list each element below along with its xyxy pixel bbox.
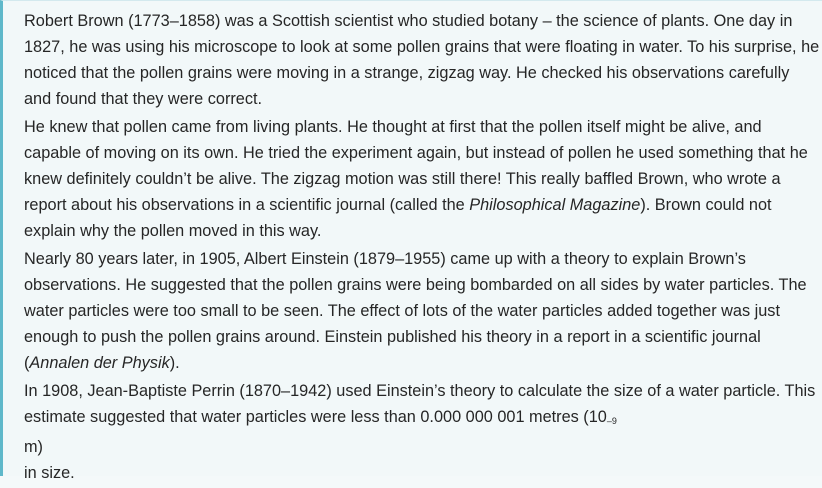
paragraph-brown [24, 8, 820, 112]
journal-title-annalen-der-physik: Annalen der Physik [29, 354, 170, 372]
paragraph-perrin [24, 378, 820, 486]
paragraph-brown-text: Robert Brown (1773–1858) was a Scottish scientist who studied botany – the science of plants. One day in 1827, he was using his microscope to look at some pollen grains that were floating in water. To his surprise, he noticed that the pollen grains were moving in a strange, zigzag way. He checked his observations carefully and found that they were correct. [24, 12, 820, 108]
paragraph-einstein [24, 246, 820, 376]
journal-title-philosophical-magazine: Philosophical Magazine [469, 196, 641, 214]
paragraph-baffled-text-2: ). Brown could not explain why the pollen moved in this way. [24, 196, 772, 240]
paragraph-baffled-text-1: He knew that pollen came from living plants. He thought at first that the pollen itself might be alive, and capable of moving on its own. He tried the experiment again, but instead of pollen he used something that he knew definitely couldn’t be alive. The zigzag motion was still there! This really baffled Brown, who wrote a report about his observations in a scientific journal (called the [24, 118, 808, 214]
exponent-subscript: –9 [606, 416, 617, 426]
paragraph-einstein-text-1: Nearly 80 years later, in 1905, Albert Einstein (1879–1955) came up with a theory to explain Brown’s observations. He suggested that the pollen grains were being bombarded on all sides by water particles. The water particles were too small to be seen. The effect of lots of the water particles added together was just enough to push the pollen grains around. Einstein published his theory in a report in a scientific journal ( [24, 250, 807, 372]
paragraph-perrin-line-main [24, 378, 820, 434]
paragraph-baffled [24, 114, 820, 244]
article-text [24, 8, 820, 488]
paragraph-perrin-text: In 1908, Jean-Baptiste Perrin (1870–1942) used Einstein’s theory to calculate the size of a water particle. This estimate suggested that water particles were less than 0.000 000 001 metres (10 [24, 382, 816, 426]
paragraph-perrin-unit: m) [24, 438, 43, 456]
paragraph-perrin-end: in size. [24, 464, 75, 482]
paragraph-einstein-text-2: ). [169, 354, 180, 372]
